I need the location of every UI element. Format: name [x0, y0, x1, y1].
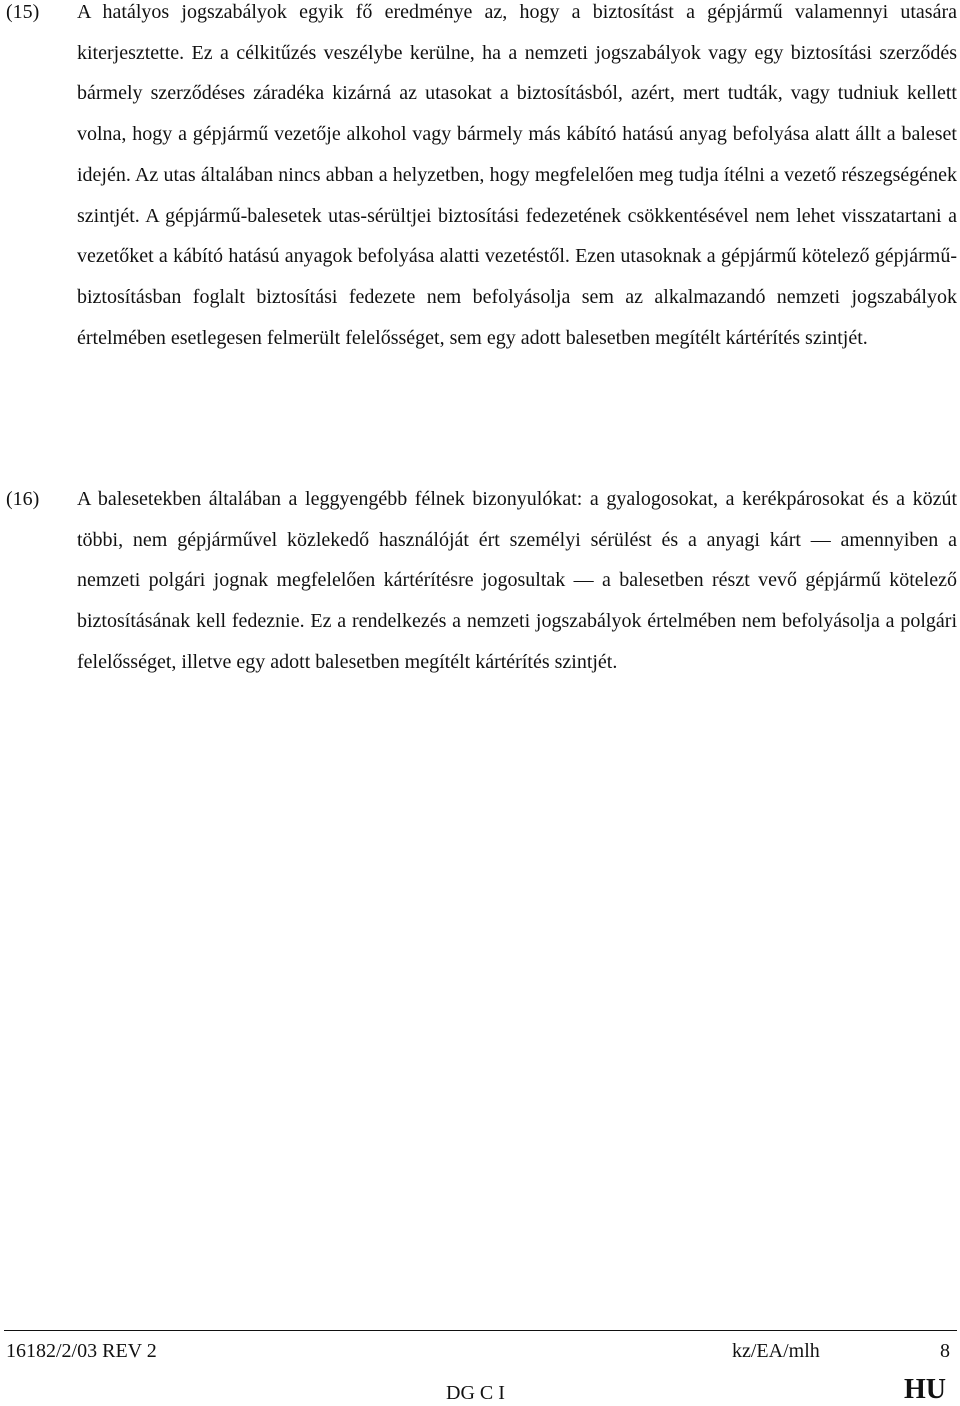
paragraph-text: A hatályos jogszabályok egyik fő eredménye az, hogy a biztosítást a gépjármű valamennyi utasára kiterjesztette. Ez a célkitűzés veszélybe kerülne, ha a nemzeti jogszabályok vagy egy biztosítási szerződés bármely szerződéses záradéka kizárná az utasokat a biztosításból, azért, mert tudták, vagy tudniuk kellett volna, hogy a gépjármű vezetője alkohol vagy bármely más kábító hatású anyag befolyása alatt állt a baleset idején. Az utas általában nincs abban a helyzetben, hogy megfelelően meg tudja ítélni a vezető részegségének szintjét. A gépjármű-balesetek utas-sérültjei biztosítási fedezetének csökkentésével nem lehet visszatartani a vezetőket a kábító hatású anyagok befolyása alatti vezetéstől. Ezen utasoknak a gépjármű kötelező gépjármű-biztosításban foglalt biztosítási fedezete nem befolyásolja sem az alkalmazandó nemzeti jogszabályok értelmében esetlegesen felmerült felelősséget, sem egy adott balesetben megítélt kártérítés szintjét.: [77, 1, 957, 349]
footer-directorate: DG C I: [446, 1382, 505, 1404]
paragraph-text: A balesetekben általában a leggyengébb félnek bizonyulókat: a gyalogosokat, a kerékpárosokat és a közút többi, nem gépjárművel közlekedő használóját ért személyi sérülést és a anyagi kárt — amennyiben a nemzeti polgári jognak megfelelően kártérítésre jogosultak — a balesetben részt vevő gépjármű kötelező biztosításának kell fedeznie. Ez a rendelkezés a nemzeti jogszabályok értelmében nem befolyásolja a polgári felelősséget, illetve egy adott balesetben megítélt kártérítés szintjét.: [77, 488, 957, 673]
footer-page-number: 8: [940, 1340, 950, 1362]
paragraph-number: (16): [6, 488, 40, 510]
footer-document-reference: 16182/2/03 REV 2: [6, 1340, 157, 1362]
footer-initials: kz/EA/mlh: [732, 1340, 820, 1362]
footer-language-code: HU: [904, 1374, 946, 1405]
footer-divider: [4, 1330, 957, 1331]
paragraph-number: (15): [6, 1, 40, 23]
